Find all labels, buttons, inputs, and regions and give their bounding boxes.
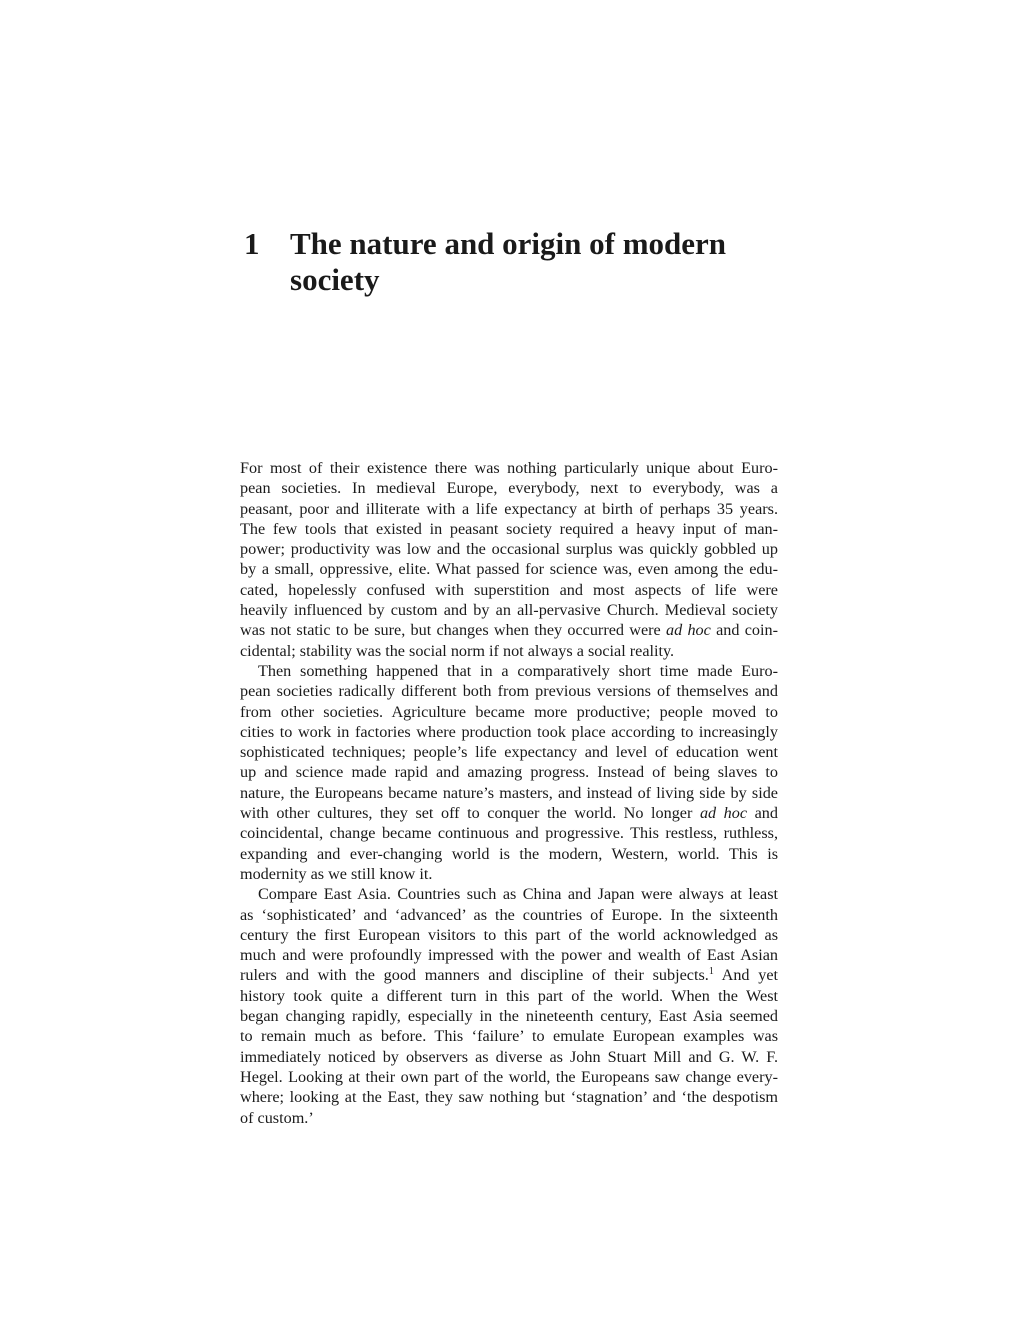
- text-segment: pean societies radically different both from previous versions of themselves and: [240, 682, 778, 701]
- text-segment: Then something happened that in a comparatively short time made Euro-: [258, 661, 778, 680]
- text-line: [240, 925, 778, 945]
- text-segment: Compare East Asia. Countries such as China and Japan were always at least: [258, 885, 778, 904]
- text-line: [240, 1108, 778, 1128]
- text-segment: was not static to be sure, but changes when they occurred were: [240, 621, 666, 640]
- text-line: [240, 762, 778, 782]
- text-line: [240, 884, 778, 904]
- text-line: [240, 783, 778, 803]
- text-segment: century the first European visitors to this part of the world acknowledged as: [240, 925, 778, 944]
- text-line: [240, 844, 778, 864]
- text-segment: Hegel. Looking at their own part of the world, the Europeans saw change every-: [240, 1067, 778, 1086]
- text-segment: modernity as we still know it.: [240, 864, 433, 883]
- text-line: [240, 661, 778, 681]
- text-line: [240, 620, 778, 640]
- text-segment: by a small, oppressive, elite. What passed for science was, even among the edu-: [240, 560, 778, 579]
- text-line: [240, 1026, 778, 1046]
- text-segment: heavily influenced by custom and by an all-pervasive Church. Medieval society: [240, 601, 778, 620]
- text-segment: up and science made rapid and amazing progress. Instead of being slaves to: [240, 763, 778, 782]
- text-segment: immediately noticed by observers as diverse as John Stuart Mill and G. W. F.: [240, 1047, 778, 1066]
- text-segment: of custom.’: [240, 1108, 314, 1127]
- text-segment: expanding and ever-changing world is the modern, Western, world. This is: [240, 844, 778, 863]
- text-line: [240, 823, 778, 843]
- text-line: [240, 458, 778, 478]
- text-line: [240, 702, 778, 722]
- text-line: [240, 681, 778, 701]
- text-segment: For most of their existence there was nothing particularly unique about Euro-: [240, 459, 778, 477]
- text-line: [240, 945, 778, 965]
- text-segment: sophisticated techniques; people’s life expectancy and level of education went: [240, 743, 778, 762]
- text-line: [240, 905, 778, 925]
- text-segment: cated, hopelessly confused with superstition and most aspects of life were: [240, 580, 778, 599]
- text-segment: as ‘sophisticated’ and ‘advanced’ as the countries of Europe. In the sixteenth: [240, 905, 778, 924]
- text-segment: power; productivity was low and the occasional surplus was quickly gobbled up: [240, 540, 778, 559]
- text-segment: nature, the Europeans became nature’s masters, and instead of living side by side: [240, 783, 778, 802]
- text-line: [240, 986, 778, 1006]
- chapter-title-line: The nature and origin of modern: [290, 226, 727, 261]
- text-line: [240, 559, 778, 579]
- text-line: [240, 1047, 778, 1067]
- paragraph: [240, 458, 778, 661]
- text-segment: rulers and with the good manners and discipline of their subjects.: [240, 966, 709, 985]
- text-line: [240, 519, 778, 539]
- text-segment: and: [747, 804, 778, 823]
- body-text: [240, 458, 778, 1128]
- text-line: [240, 539, 778, 559]
- text-line: [240, 478, 778, 498]
- paragraph: [240, 884, 778, 1128]
- text-line: [240, 1087, 778, 1107]
- text-line: [240, 641, 778, 661]
- text-segment: cities to work in factories where production took place according to increasingly: [240, 722, 778, 741]
- text-line: [240, 803, 778, 823]
- italic-text: ad hoc: [699, 804, 748, 823]
- chapter-title: [290, 226, 726, 298]
- text-segment: pean societies. In medieval Europe, everybody, next to everybody, was a: [240, 479, 778, 498]
- text-line: [240, 1006, 778, 1026]
- text-segment: The few tools that existed in peasant society required a heavy input of man-: [240, 519, 778, 538]
- text-segment: coincidental, change became continuous and progressive. This restless, ruthless,: [240, 824, 778, 843]
- chapter-title-line: society: [290, 262, 380, 297]
- text-line: [240, 499, 778, 519]
- text-segment: And yet: [713, 966, 779, 985]
- text-segment: history took quite a different turn in this part of the world. When the West: [240, 986, 778, 1005]
- text-line: [240, 600, 778, 620]
- text-segment: much and were profoundly impressed with the power and wealth of East Asian: [240, 946, 778, 965]
- text-line: [240, 580, 778, 600]
- text-line: [240, 742, 778, 762]
- text-segment: cidental; stability was the social norm if not always a social reality.: [240, 641, 675, 660]
- italic-text: ad hoc: [665, 621, 711, 640]
- text-segment: and coin-: [710, 621, 779, 640]
- text-segment: with other cultures, they set off to conquer the world. No longer: [240, 804, 700, 823]
- text-segment: began changing rapidly, especially in the nineteenth century, East Asia seemed: [240, 1007, 778, 1026]
- text-line: [240, 864, 778, 884]
- text-segment: to remain much as before. This ‘failure’ to emulate European examples was: [240, 1027, 778, 1046]
- text-segment: from other societies. Agriculture became more productive; people moved to: [240, 702, 778, 721]
- text-line: [240, 965, 778, 985]
- text-segment: where; looking at the East, they saw nothing but ‘stagnation’ and ‘the despotism: [240, 1088, 778, 1107]
- chapter-number: 1: [244, 226, 260, 261]
- text-line: [240, 1067, 778, 1087]
- paragraph: [240, 661, 778, 884]
- footnote-marker: 1: [708, 966, 714, 978]
- text-segment: peasant, poor and illiterate with a life expectancy at birth of perhaps 35 years.: [240, 499, 778, 518]
- text-line: [240, 722, 778, 742]
